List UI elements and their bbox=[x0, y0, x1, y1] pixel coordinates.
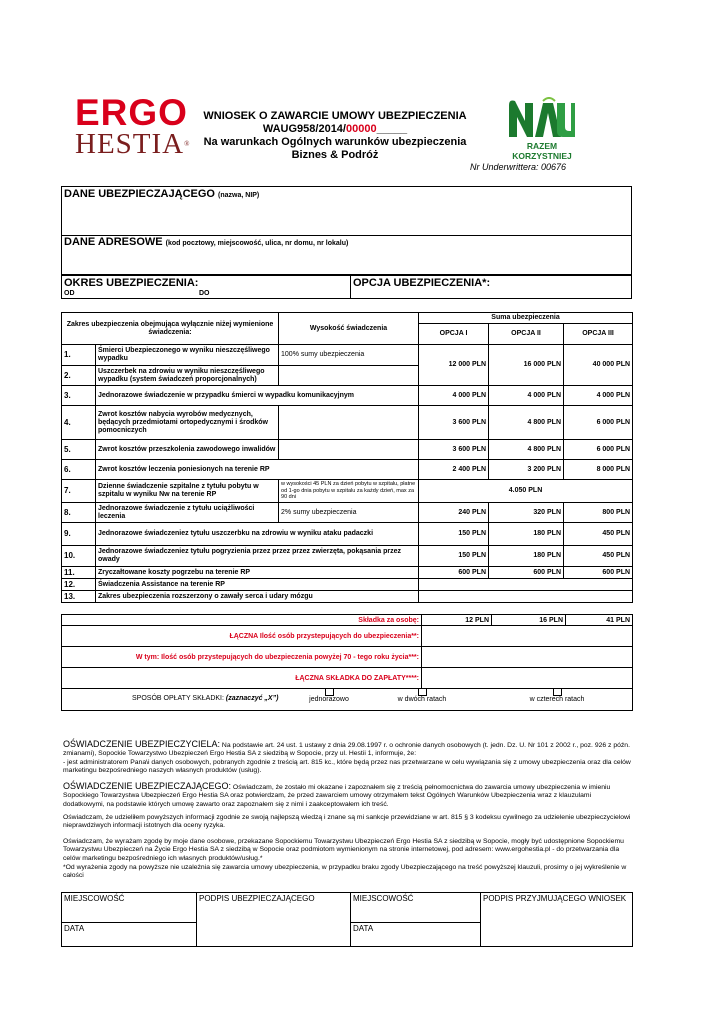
over70-label: W tym: Ilość osób przystepujących do ubezpieczenia powyżej 70 - tego roku życia***: bbox=[62, 647, 422, 668]
total-premium-label: ŁĄCZNA SKŁADKA DO ZAPŁATY****: bbox=[62, 668, 422, 689]
period-section[interactable] bbox=[61, 275, 351, 299]
period-from: OD bbox=[64, 290, 75, 297]
insurer-statement: OŚWIADCZENIE UBEZPIECZYCIELA: Na podstawie art. 24 ust. 1 ustawy z dnia 29.08.1997 r. o ochronie danych osobowych (t. jedn. Dz. U. Nr 101 z 2002 r., poz. 926 z późn. zmianami), Sopockie Towarzystwo Ubezpieczeń Ergo Hestia SA z siedzibą w Sopocie, przy ul. Hestii 1, informuje, że: - jest administratorem Pana\i danych osobowych, pobranych zgodnie z treścią art. 815 kc., które będą przez nas przetwarzane w celu wywiązania się z umowy ubezpieczenia oraz dla celów marketingu bezpośredniego naszych własnych produktów (usług). bbox=[63, 739, 631, 774]
period-title: OKRES UBEZPIECZENIA: bbox=[64, 277, 199, 289]
premium-option-3: 41 PLN bbox=[566, 615, 633, 626]
date-field-1[interactable]: DATA bbox=[62, 923, 197, 947]
option-section[interactable] bbox=[350, 275, 632, 299]
table-row: 11. Zryczałtowane koszty pogrzebu na terenie RP 600 PLN 600 PLN 600 PLN bbox=[62, 567, 633, 579]
checkbox-single[interactable] bbox=[325, 689, 334, 696]
premium-summary bbox=[61, 614, 633, 711]
option-title: OPCJA UBEZPIECZENIA*: bbox=[353, 277, 491, 289]
over70-field[interactable] bbox=[422, 647, 633, 668]
table-row: 8. Jednorazowe świadczenie z tytułu uciążliwości leczenia 2% sumy ubezpieczenia 240 PLN 320 PLN 800 PLN bbox=[62, 503, 633, 523]
checkbox-two-installments[interactable] bbox=[418, 689, 427, 696]
checkbox-four-installments[interactable] bbox=[553, 689, 562, 696]
document-title: WNIOSEK O ZAWARCIE UMOWY UBEZPIECZENIA WAUG958/2014/00000_____ Na warunkach Ogólnych warunków ubezpieczenia Biznes & Podróż bbox=[203, 110, 467, 161]
table-row: 4. Zwrot kosztów nabycia wyrobów medycznych, będących przedmiotami ortopedycznymi i środków pomocniczych 3 600 PLN 4 800 PLN 6 000 PLN bbox=[62, 406, 633, 440]
table-row: 12. Świadczenia Assistance na terenie RP bbox=[62, 579, 633, 591]
place-field-1[interactable]: MIEJSCOWOŚĆ bbox=[62, 893, 197, 923]
table-row: 9. Jednorazowe świadczeniez tytułu uszczerbku na zdrowiu w wyniku ataku padaczki 150 PLN 180 PLN 450 PLN bbox=[62, 523, 633, 546]
table-row: 7. Dzienne świadczenie szpitalne z tytułu pobytu w szpitalu w wyniku Nw na terenie RP w wysokości 45 PLN za dzień pobytu w szpitalu, płatne od 1-go dnia pobytu w szpitalu za każdy dzień, max za 90 dni 4.050 PLN bbox=[62, 480, 633, 503]
nau-slogan: RAZEM KORZYSTNIEJ bbox=[512, 141, 572, 161]
place-field-2[interactable]: MIEJSCOWOŚĆ bbox=[351, 893, 481, 923]
payment-method-row: SPOSÓB OPŁATY SKŁADKI: (zaznaczyć „X”) jednorazowo w dwóch ratach w czterech ratach bbox=[62, 689, 633, 711]
period-to: DO bbox=[199, 290, 210, 297]
sum-header: Suma ubezpieczenia bbox=[419, 313, 633, 324]
amount-header: Wysokość świadczenia bbox=[279, 313, 419, 345]
ergo-hestia-logo: ERGO HESTIA® bbox=[75, 92, 191, 160]
consent-footnote: *Od wyrażenia zgody na powyższe nie uzależnia się zawarcia umowy ubezpieczenia, w przypadku braku zgody Ubezpieczającego na treść powyższej klauzuli, prosimy o jej wykreślenie w całości bbox=[63, 864, 627, 880]
policyholder-title: DANE UBEZPIECZAJĄCEGO bbox=[64, 188, 215, 200]
table-row: 6. Zwrot kosztów leczenia poniesionych na terenie RP 2 400 PLN 3 200 PLN 8 000 PLN bbox=[62, 460, 633, 480]
table-row: 1. Śmierci Ubezpieczonego w wyniku nieszczęśliwego wypadku 100% sumy ubezpieczenia 12 000 PLN 16 000 PLN 40 000 PLN bbox=[62, 345, 633, 366]
premium-option-2: 16 PLN bbox=[492, 615, 566, 626]
premium-label: Składka za osobę: bbox=[62, 615, 422, 626]
address-section[interactable]: DANE ADRESOWE (kod pocztowy, miejscowość, ulica, nr domu, nr lokalu) bbox=[61, 235, 632, 275]
receiver-signature[interactable]: PODPIS PRZYJMUJĄCEGO WNIOSEK bbox=[481, 893, 633, 947]
date-field-2[interactable]: DATA bbox=[351, 923, 481, 947]
total-persons-field[interactable] bbox=[422, 626, 633, 647]
option-1-header: OPCJA I bbox=[419, 324, 489, 345]
application-number: 00000 bbox=[345, 123, 377, 135]
total-premium-field[interactable] bbox=[422, 668, 633, 689]
consent-statement: Oświadczam, że wyrażam zgodę by moje dane osobowe, przekazane Sopockiemu Towarzystwu Ubezpieczeń Ergo Hestia SA z siedzibą w Sopocie, mogły być udostępnione Sopockiemu Towarzystwu Ubezpieczeń na Życie Ergo Hestia SA z siedzibą w Sopocie oraz podmiotom wymienionym na stronie internetowej, pod adresem: www.ergohestia.pl - do przetwarzania dla celów marketingu bezpośredniego ich własnych produktów/usług.* bbox=[63, 838, 624, 862]
option-2-header: OPCJA II bbox=[489, 324, 564, 345]
policyholder-signature[interactable]: PODPIS UBEZPIECZAJĄCEGO bbox=[197, 893, 351, 947]
underwriter-number: Nr Underwrittera: 00676 bbox=[470, 162, 567, 172]
hestia-wordmark: HESTIA bbox=[75, 128, 185, 160]
coverage-table bbox=[61, 312, 633, 603]
payment-label: SPOSÓB OPŁATY SKŁADKI: bbox=[132, 695, 224, 702]
table-row: 3. Jednorazowe świadczenie w przypadku śmierci w wypadku komunikacyjnym 4 000 PLN 4 000 PLN 4 000 PLN bbox=[62, 386, 633, 406]
ergo-wordmark: ERGO bbox=[75, 92, 188, 133]
table-row: 10. Jednorazowe świadczeniez tytułu pogryzienia przez przez przez zwierzęta, pokąsania przez owady 150 PLN 180 PLN 450 PLN bbox=[62, 546, 633, 567]
address-title: DANE ADRESOWE bbox=[64, 236, 163, 248]
policyholder-section[interactable]: DANE UBEZPIECZAJĄCEGO (nazwa, NIP) bbox=[61, 186, 632, 236]
total-persons-label: ŁĄCZNA Ilość osób przystepujących do ubezpieczenia**: bbox=[62, 626, 422, 647]
table-row: 5. Zwrot kosztów przeszkolenia zawodowego inwalidów 3 600 PLN 4 800 PLN 6 000 PLN bbox=[62, 440, 633, 460]
nau-logo bbox=[505, 97, 575, 142]
signature-table bbox=[61, 892, 633, 947]
policyholder-statement: OŚWIADCZENIE UBEZPIECZAJĄCEGO: Oświadczam, że zostało mi okazane i zapoznałem się z treścią pełnomocnictwa do zawarcia umowy ubezpieczenia w imieniu Sopockiego Towarzystwa Ubezpieczeń Ergo Hestia SA oraz potwierdzam, że przed zawarciem umowy otrzymałem tekst Ogólnych Warunków Ubezpieczenia wraz z klauzulami dodatkowymi, na podstawie których umowę zawarto oraz zapoznałem się z nimi i zaakceptowałem ich treść. bbox=[63, 781, 611, 808]
table-row: 13. Zakres ubezpieczenia rozszerzony o zawały serca i udary mózgu bbox=[62, 591, 633, 603]
premium-option-1: 12 PLN bbox=[422, 615, 492, 626]
option-3-header: OPCJA III bbox=[564, 324, 633, 345]
table-row: 2. Uszczerbek na zdrowiu w wyniku nieszczęśliwego wypadku (system świadczeń proporcjonalnych) bbox=[62, 366, 633, 386]
scope-header: Zakres ubezpieczenia obejmująca wyłącznie niżej wymienione świadczenia: bbox=[62, 313, 279, 345]
truth-statement: Oświadczam, że udzieliłem powyższych informacji zgodnie ze swoją najlepszą wiedzą i znane są mi sankcje przewidziane w art. 815 § 3 kodeksu cywilnego za udzielenie ubezpieczycielowi nieprawdziwych informacji istotnych dla oceny ryzyka. bbox=[63, 814, 631, 830]
